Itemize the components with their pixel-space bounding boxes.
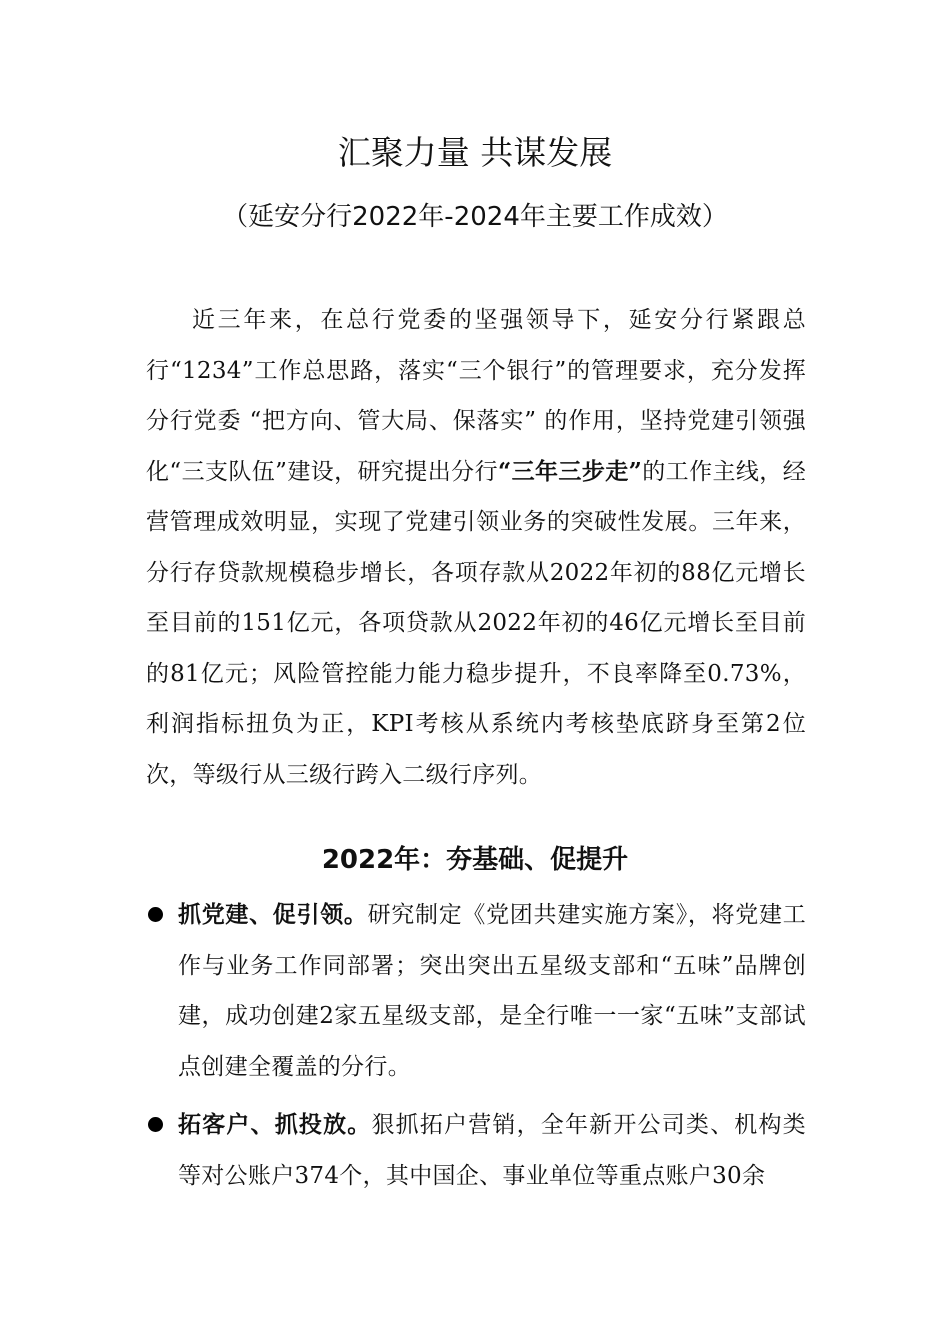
- bullet-dot-icon: [148, 907, 163, 922]
- bullet-dot-icon: [148, 1117, 163, 1132]
- intro-paragraph: [146, 295, 806, 800]
- bullet-lead: 抓党建、促引领。: [178, 901, 368, 928]
- document-title: 汇聚力量 共谋发展: [337, 133, 613, 172]
- bullet-list-2022: [146, 890, 806, 1209]
- intro-text-part1: 近三年来，在总行党委的坚强领导下，延安分行紧跟总行“1234”工作总思路，落实“三个银行”的管理要求，充分发挥分行党委 “把方向、管大局、保落实” 的作用，坚持党建引领强化“三支队伍”建设，研究提出分行: [146, 307, 806, 485]
- intro-emphasis: “三年三步走”: [497, 457, 643, 485]
- section-heading-2022: 2022年：夯基础、促提升: [321, 845, 629, 875]
- bullet-item-party-building: [146, 890, 806, 1092]
- intro-text-part2: 的工作主线，经营管理成效明显，实现了党建引领业务的突破性发展。三年来，分行存贷款规模稳步增长，各项存款从2022年初的88亿元增长至目前的151亿元，各项贷款从2022年初的46亿元增长至目前的81亿元；风险管控能力能力稳步提升，不良率降至0.73%，利润指标扭负为正，KPI考核从系统内考核垫底跻身至第2位次，等级行从三级行跨入二级行序列。: [146, 458, 806, 788]
- bullet-text: 狠抓拓户营销，全年新开公司类、机构类等对公账户374个，其中国企、事业单位等重点账户30余: [178, 1112, 806, 1189]
- bullet-text: 研究制定《党团共建实施方案》，将党建工作与业务工作同部署；突出突出五星级支部和“五味”品牌创建，成功创建2家五星级支部，是全行唯一一家“五味”支部试点创建全覆盖的分行。: [178, 902, 807, 1080]
- bullet-item-customer-expansion: [146, 1100, 806, 1201]
- document-subtitle: （延安分行2022年-2024年主要工作成效）: [222, 202, 728, 232]
- bullet-lead: 拓客户、抓投放。: [178, 1111, 372, 1138]
